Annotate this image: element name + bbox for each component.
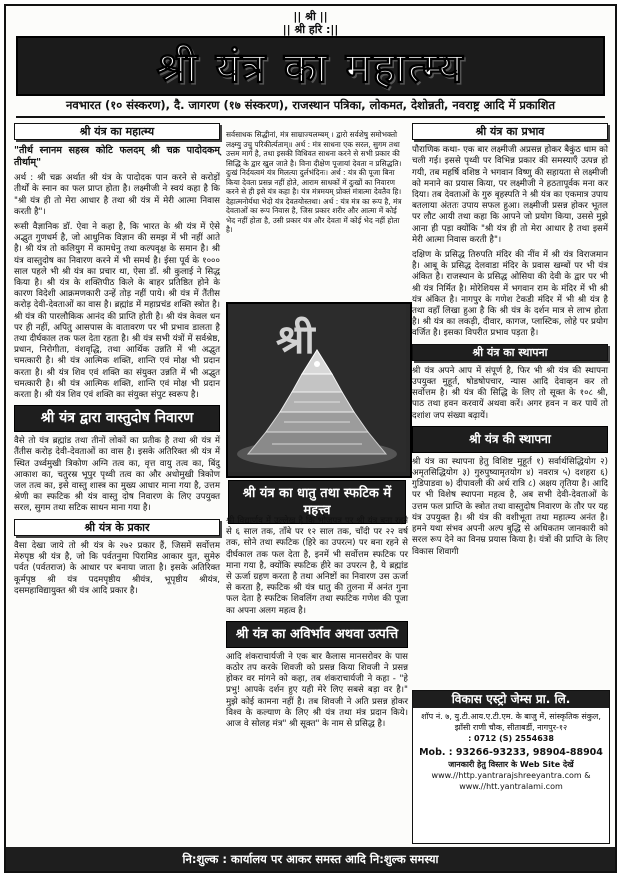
column-right: [412, 120, 608, 562]
page: [4, 4, 617, 873]
invocation-line-2: || श्री हरि :||: [282, 23, 339, 36]
paragraph-sthapana-2: श्री यंत्र का स्थापना हेतु विशिष्ट मुहूर्त १) सर्वार्थसिद्धियोग २) अमृतसिद्धियोग ३) गुरुपुष्यामृतयोग ४) नवरात्र ५) दशहरा ६) गुडिपाडवा ७) दीपावली की अर्ध रात्रि ८) अक्षय तृतिया है। आदि पर भी विशेष स्थापना महत्व है, अब सभी देवी-देवताओं के उत्तम फल प्राप्ति के स्त्रोत तथा वास्तुदोष निवारण के तौर पर यह यंत्र उपयुक्त है। श्री यंत्र की वशीभूता तथा महात्म्य अनंत है। हमने यथा संभव अपनी अल्प बुद्धि से अधिकतम जानकारी को सरल रूप देने का विनम्र प्रयास किया है। यंत्रों की प्राप्ति के लिए विकास शिवागी: [412, 456, 608, 557]
publication-subline: नवभारत (१० संस्करण), दै. जागरण (१७ संस्करण), राजस्थान पत्रिका, लोकमत, देशोन्नती, नवराष्ट्र आदि में प्रकाशित: [16, 98, 605, 118]
section-heading-sthapana-1: श्री यंत्र का स्थापना: [412, 344, 608, 361]
ad-phone: : 0712 (S) 2554638: [468, 734, 554, 743]
ad-company-name: विकास एस्ट्रो जेम्स प्रा. लि.: [413, 691, 609, 708]
paragraph-legend: पौराणिक कथा- एक बार लक्ष्मीजी अप्रसन्न होकर बैकुंठ धाम को चली गई। इससे पृथ्वी पर विभिन्न प्रकार की समस्याएँ उत्पन्न हो गयी, तब महर्षि वशिष्ठ ने भगवान विष्णु की सहायता से लक्ष्मीजी को मनाने का प्रयास किया, पर लक्ष्मीजी ने हठतापूर्वक मना कर दिया। तब देवताओं के गुरु बृहस्पति ने श्री यंत्र का एकमात्र उपाय बतलाया अंततः उपाय सफल हुआ। लक्ष्मीजी प्रसन्न होकर भूतल पर लौट आयी तथा कहा कि आपने जो प्रयोग किया, उससे मुझे आना ही पड़ा क्योंकि "श्री यंत्र ही तो मेरा आधार है तथा इसमें मेरी आत्मा निवास करती है"।: [412, 145, 608, 245]
section-heading-types: श्री यंत्र के प्रकार: [14, 519, 220, 536]
section-heading-sthapana-2: श्री यंत्र की स्थापना: [412, 426, 608, 453]
ad-url-1[interactable]: www.//http.yantrarajshreeyantra.com &: [431, 771, 591, 780]
paragraph-sthapana-1: श्री यंत्र अपने आप में संपूर्ण है, फिर भी श्री यंत्र की स्थापना उपयुक्त मुहूर्त, षोडषोपचार, न्यास आदि देवाव्हन कर तो सर्वोत्तम है। श्री यंत्र की सिद्धि के लिए तो सूक्त के १०८ श्री, पाठ तथा हवन करवायें अथवा करें। अगर हवन न कर पायें तो दशांश जप संख्या बढ़ायें।: [412, 365, 608, 421]
page-title: श्री यंत्र का महात्म्य: [156, 42, 465, 92]
paragraph-types: वैसा देखा जाये तो श्री यंत्र के २७२ प्रकार हैं, जिसमें सर्वोत्तम मेरुपृष्ठ श्री यंत्र है, जो कि पर्वतनुमा पिरामिड आकार युत, सुमेरु पर्वत (पर्वतराज) के आधार पर बनाया जाता है। इसके अतिरिक्त कूर्मपृष्ठ श्री यंत्र पदमपृष्ठीय श्रीयंत्र, भूपृष्ठीय श्रीयंत्र, दसमहाविद्यायुक्त श्री यंत्र आदि प्रकार है।: [14, 540, 220, 596]
paragraph-vastudosh: वैसे तो यंत्र ब्रह्मांड तथा तीनों लोकों का प्रतीक है तथा श्री यंत्र में तैंतीस करोड़ देवी-देवताओं का वास है। इसके अतिरिक्त श्री यंत्र में स्थित उर्ध्वमुखी त्रिकोण अग्नि तत्व का, वृत्त वायु तत्व का, बिंदु आकाश का, चतुरस्र भूपुर पृथ्वी तत्व का और अधोमुखी त्रिकोण जल तत्व का, इसे वास्तु शास्त्र का मुख्य आधार माना गया है, उत्तम श्रेणी का स्फटिक श्री यंत्र वास्तु दोष निवारण के लिए उपयुक्त सरल, सुगम तथा सटिक साधन माना गया है।: [14, 436, 220, 514]
shri-yantra-image: [226, 302, 412, 478]
advertisement-box: [412, 690, 610, 844]
ad-url-2[interactable]: www.//htt.yantralami.com: [459, 782, 563, 791]
yantra-caption: श्री: [276, 316, 315, 363]
paragraph-metal-crystal: श्री विद्यार्णव में उल्लेख है कि भोजपत्र पर श्री यंत्र बना रहने से ६ साल तक, ताँबे पर १२ साल तक, चाँदी पर २२ वर्ष तक, सोने तथा स्फटिक (हिरे का उपरत्न) पर बना रहने से दीर्घकाल तक फल देता है, इनमें भी सर्वोत्तम स्फटिक पर माना गया है, क्योंकि स्फटिक हीरे का उपरत्न है, ये ब्रह्मांड से ऊर्जा ग्रहण करता है तथा अनिष्टों का निवारण उस ऊर्जा से करता है, स्फटिक श्री यंत्र धातु की तुलना में अनंत गुना फल देता है स्फटिक शिवलिंग तथा स्फटिक गणेश की पूजा का अपना अलग महत्व है।: [226, 516, 408, 616]
section-heading-prabhav: श्री यंत्र का प्रभाव: [412, 123, 608, 140]
ad-mobile: Mob. : 93266-93233, 98904-88904: [419, 747, 603, 758]
footer-bar: नि:शुल्क : कार्यालय पर आकर समस्त आदि नि:शुल्क समस्या: [6, 847, 615, 871]
paragraph-meaning: अर्थ : श्री चक्र अर्थात श्री यंत्र के पादोदक पान करने से करोड़ों तीर्थों के स्नान का फल प्राप्त होता है। लक्ष्मीजी ने स्वयं कहा है कि "श्री यंत्र ही तो मेरा आधार है तथा श्री यंत्र में मेरी आत्मा निवास करती है"।: [14, 173, 220, 217]
title-banner: [16, 36, 605, 96]
paragraph-sanskrit-verses: सर्वसाधक सिद्धीनां, मंत्र साम्राज्यलम्बम् । द्वारो सर्वशेषु समोभक्तो लक्ष्म्यु उचु परिकीर्त्यताम्॥ अर्थ : मंत्र साधना एक सरल, सुगम तथा उत्तम मार्ग है, तथा इसकी विधिवत साधना करने से सभी प्रकार की सिद्धि के द्वार खुल जाते है। विना दीक्षेण पूजायां देवता न प्रसिद्धति। दुःखं निर्दयत्वमं यंत्र मिलत्या दुर्लभंदिनः। अर्थ : यंत्र की पूजा बिना किया देवता प्रसन्न नहीं होते, आराम साधकों में दुःखों का निवारण करने से ही इसे यंत्र कहा है। यंत्र मंत्रमयम् प्रोक्तं मंत्रात्मा देवतैव हि। देहात्मनोर्यथा भेदो यंत्र देवतयोस्तथा। अर्थ : यंत्र मंत्र का रूप है, मंत्र देवताओं का रूप निवास है, जिस प्रकार शरीर और आत्मा में कोई भेद नहीं होता है, उसी प्रकार यंत्र और देवता में कोई भेद नहीं होता है।: [226, 130, 402, 234]
column-left: [14, 120, 220, 601]
section-heading-vastudosh: श्री यंत्र द्वारा वास्तुदोष निवारण: [14, 405, 220, 432]
paragraph-temples: दक्षिण के प्रसिद्ध तिरुपति मंदिर की नींव में श्री यंत्र विराजमान है। आबू के प्रसिद्ध देलवाडा मंदिर के प्रवास खम्बों पर भी यंत्र अंकित है। राजस्थान के प्रसिद्ध ओसिया की देवी के द्वार पर भी श्री यंत्र निर्मित है। मोरेशियस में भगवान राम के मंदिर में भी श्री यंत्र अंकित है। नागपुर के गणेश टेकडी मंदिर में भी श्री यंत्र है तथा वहाँ लिखा हुआ है कि श्री यंत्र के दर्शन मात्र से लाभ होता है। श्री यंत्र का लकड़ी, दीवार, कागज, प्लास्टिक, लोहे पर प्रयोग वर्जित है। इसका विपरीत प्रभाव पड़ता है।: [412, 250, 608, 339]
sanskrit-quote: "तीर्थ स्नानम सहस्त्र कोटि फलदम् श्री चक्र पादोदकम् तीर्थाम्": [14, 145, 220, 169]
header-invocation: [6, 10, 615, 36]
column-middle: [226, 130, 408, 239]
paragraph-science: रूसी वैज्ञानिक डॉ. ऐवा ने कहा है, कि भारत के श्री यंत्र में ऐसे अद्भुत गुणधर्म है, जो आधुनिक विज्ञान की समझ में भी नहीं आते है। श्री यंत्र तो कलियुग में कामधेनु तथा कल्पवृक्ष के समान है। श्री यंत्र वास्तुदोष का निवारण करने में भी समर्थ है। ईसा पूर्व के १००० साल पहले भी श्री यंत्र का प्रचार था, ऐसा डॉ. श्री कुलाई ने सिद्ध किया है। श्री यंत्र के शक्तिपीठ किले के बाहर प्रतिष्ठित होने के कारण विदेशी आक्रमणकारी उन्हें तोड़ नहीं पाये। श्री यंत्र में तैंतीस करोड़ देवी-देवताओं का वास है। ब्रह्मांड में महाप्रचंड शक्ति स्त्रोत है। श्री यंत्र की पारलौकिक आनंद की प्राप्ति होती है। श्री यंत्र केवल धन पर ही नहीं, अपितु आसपास के वातावरण पर भी प्रभाव डालता है तथा दीर्घकाल तक फल देता रहता है। श्री यंत्र सभी यंत्रों में सर्वश्रेष्ठ, प्रधान, निरोगीता, वंशवृद्धि, तथा आर्थिक उन्नति में भी अद्भुत चमत्कारी है। श्री यंत्र आत्मिक शक्ति, शान्ति एवं मोक्ष भी प्रदान करता है। श्री यंत्र शिव एवं शक्ति का संयुक्त उन्नति में भी अद्भुत चमत्कारी है। श्री यंत्र आत्मिक शक्ति, शान्ति एवं मोक्ष भी प्रदान करता है। श्री यंत्र शिव एवं शक्ति का संयुक्त संपुट स्वरूप है।: [14, 222, 220, 401]
ad-web-note: जानकारी हेतु विस्तार के Web Site देखें: [448, 760, 574, 769]
ad-address: शॉप नं. ७, यु.टी.आय.ए.टी.एम. के बाजु में, सांस्कृतिक संकुल, झाँसी राणी चौक, सीताबर्डी, नागपुर-१२: [421, 712, 601, 732]
shri-yantra-illustration: [228, 304, 406, 472]
column-middle-lower: [226, 516, 408, 734]
section-heading-mahatmya: श्री यंत्र का महात्म्य: [14, 123, 220, 140]
invocation-line-1: || श्री ||: [293, 10, 328, 23]
section-heading-metal-crystal: श्री यंत्र का धातु तथा स्फटिक में महत्त्व: [228, 480, 406, 524]
section-heading-origin: श्री यंत्र का अविर्भाव अथवा उत्पत्ति: [226, 621, 408, 648]
paragraph-origin: आदि शंकराचार्यजी ने एक बार कैलास मानसरोवर के पास कठोर तप करके शिवजी को प्रसन्न किया शिवजी ने प्रसन्न होकर वर मांगने को कहा, तब शंकराचार्यजी ने कहा - "हे प्रभु! आपके दर्शन हुए यही मेरे लिए सबसे बड़ा वर है।" मुझे कोई कामना नहीं है। तब शिवजी ने अति प्रसन्न होकर विश्व के कल्याण के लिए श्री यंत्र तथा मंत्र प्रदान किये। आज वे सोलह मंत्र" श्री सूक्त" के नाम से प्रसिद्ध है।: [226, 651, 408, 730]
